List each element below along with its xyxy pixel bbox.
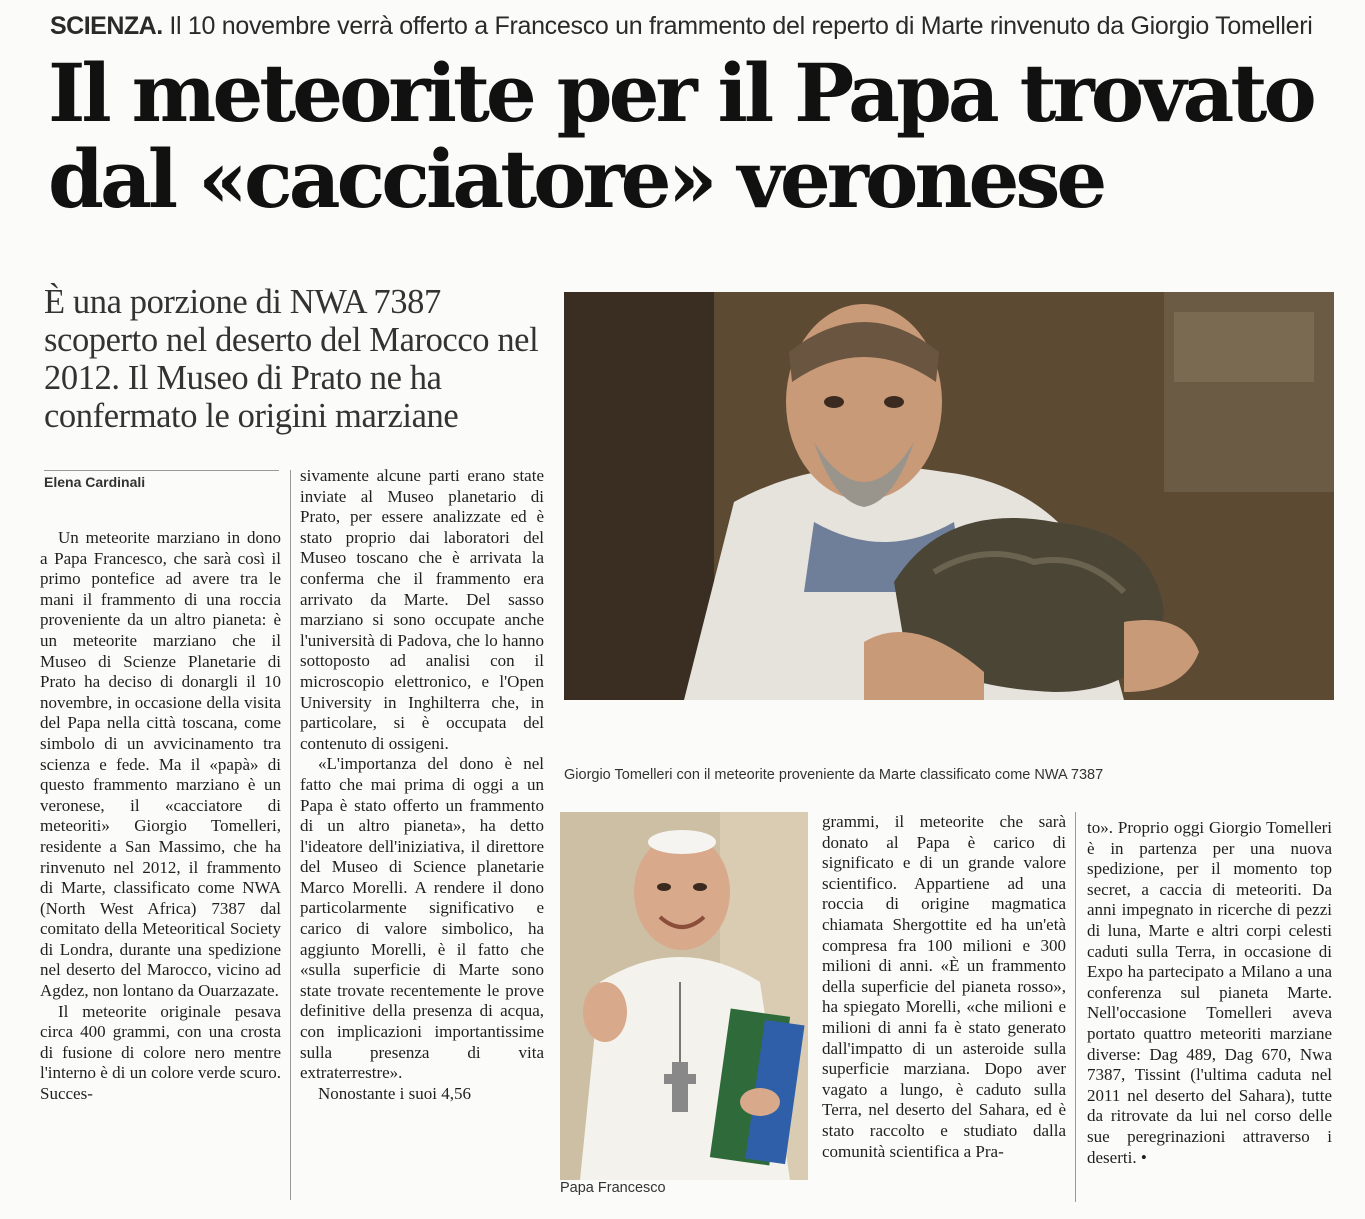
- kicker-line: [50, 12, 1340, 41]
- section-label: SCIENZA.: [50, 12, 163, 40]
- paragraph: Nonostante i suoi 4,56: [318, 1083, 471, 1103]
- headline-line-1: Il meteorite per il Papa trovato: [48, 46, 1313, 140]
- article-column-1: [40, 528, 281, 1105]
- paragraph: Un meteorite marziano in dono a Papa Francesco, che sarà così il primo pontefice ad avere tra le mani il frammento di una roccia proveniente da un altro pianeta: è un meteorite marziano che il Museo di Scienze Planetarie di Prato ha deciso di donargli il 10 novembre, in occasione della visita del Papa nella città toscana, come simbolo di un avvicinamento tra scienza e fede. Ma il «papà» di questo frammento marziano è un veronese, il «cacciatore di meteoriti» Giorgio Tomelleri, residente a San Massimo, che ha rinvenuto nel 2012, il frammento di Marte, classificato come NWA (North West Africa) 7387 dal comitato della Meteoritical Society di Londra, durante una spedizione nel deserto del Marocco, vicino ad Agdez, non lontano da Ouarzazate.: [40, 528, 281, 1001]
- pope-photo: [560, 812, 808, 1180]
- pope-photo-illustration: [560, 812, 808, 1180]
- paragraph: Il meteorite originale pesava circa 400 grammi, con una crosta di fusione di colore nero mentre l'interno è di un colore verde scuro. Succes-: [40, 1001, 281, 1104]
- photo-caption: Papa Francesco: [560, 1180, 666, 1196]
- tomelleri-photo-illustration: [564, 292, 1334, 700]
- article-column-2: [300, 466, 544, 1104]
- subheadline: È una porzione di NWA 7387 scoperto nel deserto del Marocco nel 2012. Il Museo di Prato ne ha confermato le origini marziane: [44, 283, 539, 435]
- photo-caption: Giorgio Tomelleri con il meteorite proveniente da Marte classificato come NWA 7387: [564, 767, 1104, 783]
- paragraph: to». Proprio oggi Giorgio Tomelleri è in partenza per una nuova spedizione, per il momento top secret, a caccia di meteoriti. Da anni impegnato in ricerche di pezzi di luna, Marte e altri corpi celesti caduti sulla Terra, in occasione di Expo ha partecipato a Milano a una conferenza sul pianeta Marte. Nell'occasione Tomelleri aveva portato quattro meteoriti marziane diverse: Dag 489, Dag 670, Nwa 7387, Tissint (l'ultima caduta nel 2011 nel deserto del Sahara), tutte da ritrovate da lui nel corso delle sue peregrinazioni attraverso i deserti. •: [1087, 818, 1332, 1167]
- column-divider: [290, 470, 291, 1200]
- article-column-4: [1087, 818, 1332, 1168]
- tomelleri-photo: [564, 292, 1334, 700]
- kicker-text: Il 10 novembre verrà offerto a Francesco un frammento del reperto di Marte rinvenuto da Giorgio Tomelleri: [169, 12, 1313, 40]
- paragraph: sivamente alcune parti erano state inviate al Museo planetario di Prato, per essere analizzate ed è stato proprio dai laboratori del Museo toscano che è arrivata la conferma che il frammento era arrivato da Marte. Del sasso marziano si sono occupate anche l'università di Padova, che lo hanno sottoposto ad analisi con il microscopio elettronico, e l'Open University in Inghilterra che, in particolare, si è occupata del contenuto di ossigeni.: [300, 466, 544, 753]
- headline: [48, 46, 1348, 226]
- article-column-3: [822, 812, 1066, 1162]
- paragraph: «L'importanza del dono è nel fatto che mai prima di oggi a un Papa è stato offerto un frammento di un altro pianeta», ha detto l'ideatore dell'iniziativa, il direttore del Museo di Science planetarie Marco Morelli. A rendere il dono particolarmente significativo e carico di valore simbolico, ha aggiunto Morelli, è il fatto che «sulla superficie di Marte sono state trovate recentemente le prove definitive della presenza di acqua, con implicazioni importantissime sulla presenza di vita extraterrestre».: [300, 754, 544, 1083]
- byline-rule: [44, 470, 279, 471]
- headline-line-2: dal «cacciatore» veronese: [48, 132, 1104, 226]
- paragraph: grammi, il meteorite che sarà donato al Papa è carico di significato e di un grande valore scientifico. Appartiene ad una roccia di origine magmatica chiamata Shergottite ed ha un'età compresa fra 100 milioni e 300 milioni di anni. «È un frammento della superficie del pianeta rosso», ha spiegato Morelli, «che milioni e milioni di anni fa è stato generato dall'impatto di un asteroide sulla superficie marziana. Dopo aver vagato a lungo, è caduto sulla Terra, nel deserto del Sahara, ed è stato raccolto e studiato dalla comunità scientifica a Pra-: [822, 812, 1066, 1161]
- column-divider: [1075, 812, 1076, 1202]
- byline: Elena Cardinali: [44, 474, 146, 490]
